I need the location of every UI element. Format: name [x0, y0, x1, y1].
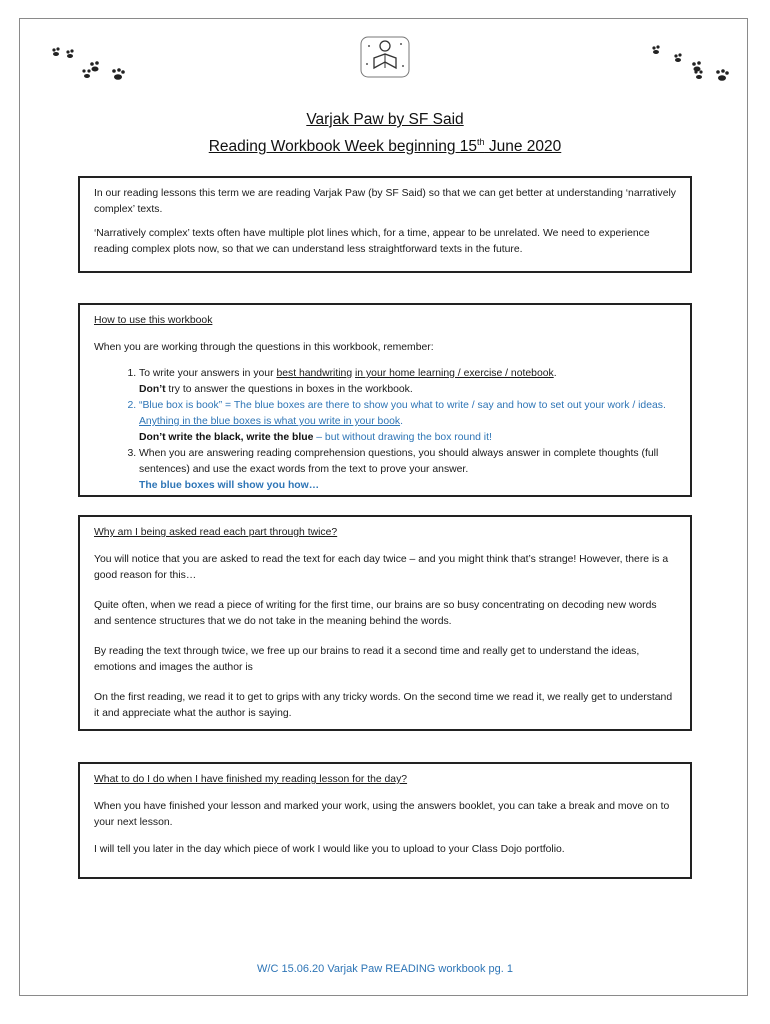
- read-twice-paragraph-1: You will notice that you are asked to read the text for each day twice – and you might think that’s strange! However, there is a good reason for this…: [94, 554, 669, 581]
- title-block: [0, 109, 770, 158]
- how-to-use-box: [78, 303, 692, 497]
- intro-paragraph-2: ‘Narratively complex’ texts often have multiple plot lines which, for a time, appear to be unrelated. We need to experience reading complex plots now, so that we can understand less straightforward texts in the future.: [94, 228, 650, 255]
- instruction-3: 3. When you are answering reading comprehension questions, you should always answer in complete thoughts (full sentences) and use the exact words from the text to prove your answer. The blue boxes will show you how…: [139, 446, 676, 494]
- reading-person-icon: [357, 34, 413, 80]
- instruction-1: 1. To write your answers in your best handwriting in your home learning / exercise / notebook. Don’t try to answer the questions in boxes in the workbook.: [139, 366, 676, 398]
- finished-lesson-box: [78, 762, 692, 879]
- finished-lesson-paragraph-1: When you have finished your lesson and marked your work, using the answers booklet, you can take a break and move on to your next lesson.: [94, 801, 670, 828]
- finished-lesson-paragraph-2: I will tell you later in the day which piece of work I would like you to upload to your Class Dojo portfolio.: [94, 844, 565, 855]
- document-title: Varjak Paw by SF Said: [306, 111, 464, 128]
- finished-lesson-heading: What to do I do when I have finished my reading lesson for the day?: [94, 774, 408, 785]
- intro-paragraph-1: In our reading lessons this term we are reading Varjak Paw (by SF Said) so that we can get better at understanding ‘narratively complex’ texts.: [94, 188, 676, 215]
- read-twice-paragraph-2: Quite often, when we read a piece of writing for the first time, our brains are so busy concentrating on decoding new words and sentence structures that we do not take in the meaning behind the words.: [94, 600, 657, 627]
- how-to-use-heading: How to use this workbook: [94, 315, 213, 326]
- read-twice-paragraph-4: On the first reading, we read it to get to grips with any tricky words. On the second time we read it, we really get to understand it and appreciate what the author is saying.: [94, 692, 673, 719]
- how-to-use-lead: When you are working through the questions in this workbook, remember:: [94, 342, 434, 353]
- read-twice-heading: Why am I being asked read each part through twice?: [94, 527, 338, 538]
- paw-prints-right-icon: [650, 44, 740, 84]
- read-twice-paragraph-3: By reading the text through twice, we free up our brains to read it a second time and really get to understand the ideas, emotions and images the author is: [94, 646, 640, 673]
- page-footer: W/C 15.06.20 Varjak Paw READING workbook pg. 1: [257, 963, 513, 975]
- read-twice-box: [78, 515, 692, 731]
- paw-prints-left-icon: [48, 46, 138, 82]
- document-subtitle: Reading Workbook Week beginning 15th June 2020: [208, 137, 562, 156]
- intro-box: [78, 176, 692, 273]
- instruction-2: 2. “Blue box is book” = The blue boxes are there to show you what to write / say and how to set out your work / ideas. Anything in the blue boxes is what you write in your book. Don’t write the black, write the blue – but without drawing the box round it!: [139, 398, 676, 446]
- instructions-list: [94, 366, 676, 494]
